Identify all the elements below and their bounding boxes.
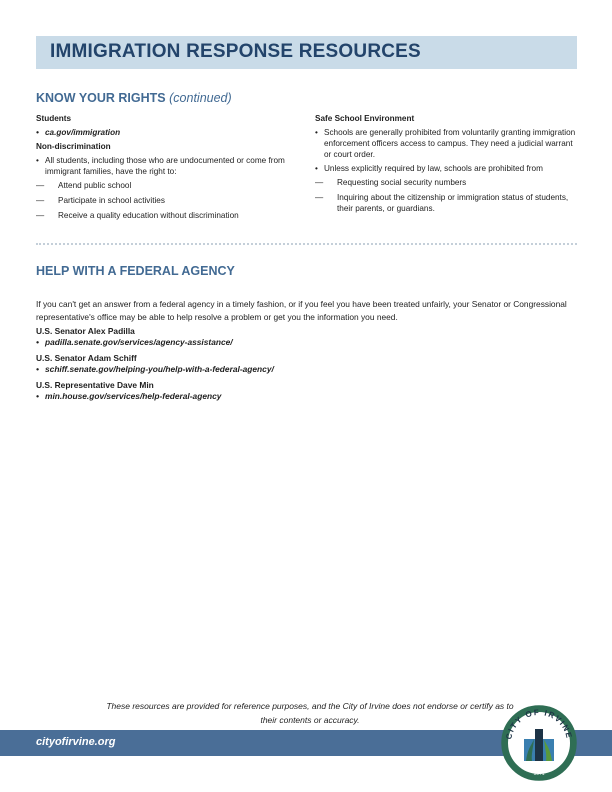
contact-entry: [36, 353, 576, 375]
prohibited-item: — Inquiring about the citizenship or immigration status of students, their parents, or guardians.: [315, 193, 569, 213]
contact-entry: [36, 326, 576, 348]
students-label: Students: [36, 114, 72, 123]
continued-label: (continued): [169, 91, 232, 105]
right-item-text: Receive a quality education without discrimination: [58, 211, 239, 220]
city-of-irvine-seal: [501, 705, 577, 781]
know-your-rights-heading: [36, 91, 232, 105]
safe-school-bullet: [315, 127, 580, 160]
right-item-text: Attend public school: [58, 181, 132, 190]
rights-left-column: [36, 113, 291, 225]
safe-school-bullet: [315, 163, 580, 174]
federal-agency-heading: HELP WITH A FEDERAL AGENCY: [36, 264, 235, 278]
right-item: — Receive a quality education without discrimination: [36, 211, 239, 220]
prohibited-item-text: Requesting social security numbers: [337, 178, 467, 187]
seal-text: CITY OF IRVINE: [504, 707, 574, 741]
contact-name: U.S. Senator Alex Padilla: [36, 326, 135, 336]
federal-agency-intro: If you can't get an answer from a federal agency in a timely fashion, or if you feel you have been treated unfairly, your Senator or Congressional representative's office may be able to help resolve a problem or get you the information you need.: [36, 299, 567, 323]
section-divider: [36, 243, 577, 245]
title-bar: [36, 36, 577, 69]
seal-tower-icon: [535, 729, 543, 761]
right-item: — Participate in school activities: [36, 196, 165, 205]
contact-list: [36, 326, 576, 407]
safe-school-bullet-text: Schools are generally prohibited from voluntarily granting immigration enforcement officers access to campus. They need a judicial warrant or court order.: [324, 128, 576, 159]
know-your-rights-heading-text: KNOW YOUR RIGHTS: [36, 91, 166, 105]
contact-link[interactable]: • schiff.senate.gov/helping-you/help-with-a-federal-agency/: [36, 364, 576, 375]
nondiscrimination-text: All students, including those who are undocumented or come from immigrant families, have the right to:: [45, 156, 285, 176]
safe-school-bullet-text: Unless explicitly required by law, schools are prohibited from: [324, 164, 543, 173]
prohibited-item: — Requesting social security numbers: [315, 178, 467, 187]
prohibited-item-text: Inquiring about the citizenship or immigration status of students, their parents, or guardians.: [337, 193, 569, 213]
contact-link[interactable]: • padilla.senate.gov/services/agency-assistance/: [36, 337, 576, 348]
contact-link[interactable]: • min.house.gov/services/help-federal-agency: [36, 391, 576, 402]
contact-entry: [36, 380, 576, 402]
page-title: IMMIGRATION RESPONSE RESOURCES: [50, 41, 421, 62]
right-item: — Attend public school: [36, 181, 132, 190]
rights-right-column: [315, 113, 580, 218]
nondiscrimination-bullet: [36, 155, 291, 177]
seal-year: 1971: [533, 771, 545, 777]
nondiscrimination-label: Non-discrimination: [36, 142, 111, 151]
disclaimer: These resources are provided for reference purposes, and the City of Irvine does not endorse or certify as to their contents or accuracy.: [106, 700, 514, 725]
footer-url-link[interactable]: cityofirvine.org: [36, 736, 116, 748]
contact-name: U.S. Senator Adam Schiff: [36, 353, 137, 363]
contact-name: U.S. Representative Dave Min: [36, 380, 154, 390]
safe-school-label: Safe School Environment: [315, 114, 415, 123]
students-link[interactable]: • ca.gov/immigration: [36, 127, 291, 138]
right-item-text: Participate in school activities: [58, 196, 165, 205]
